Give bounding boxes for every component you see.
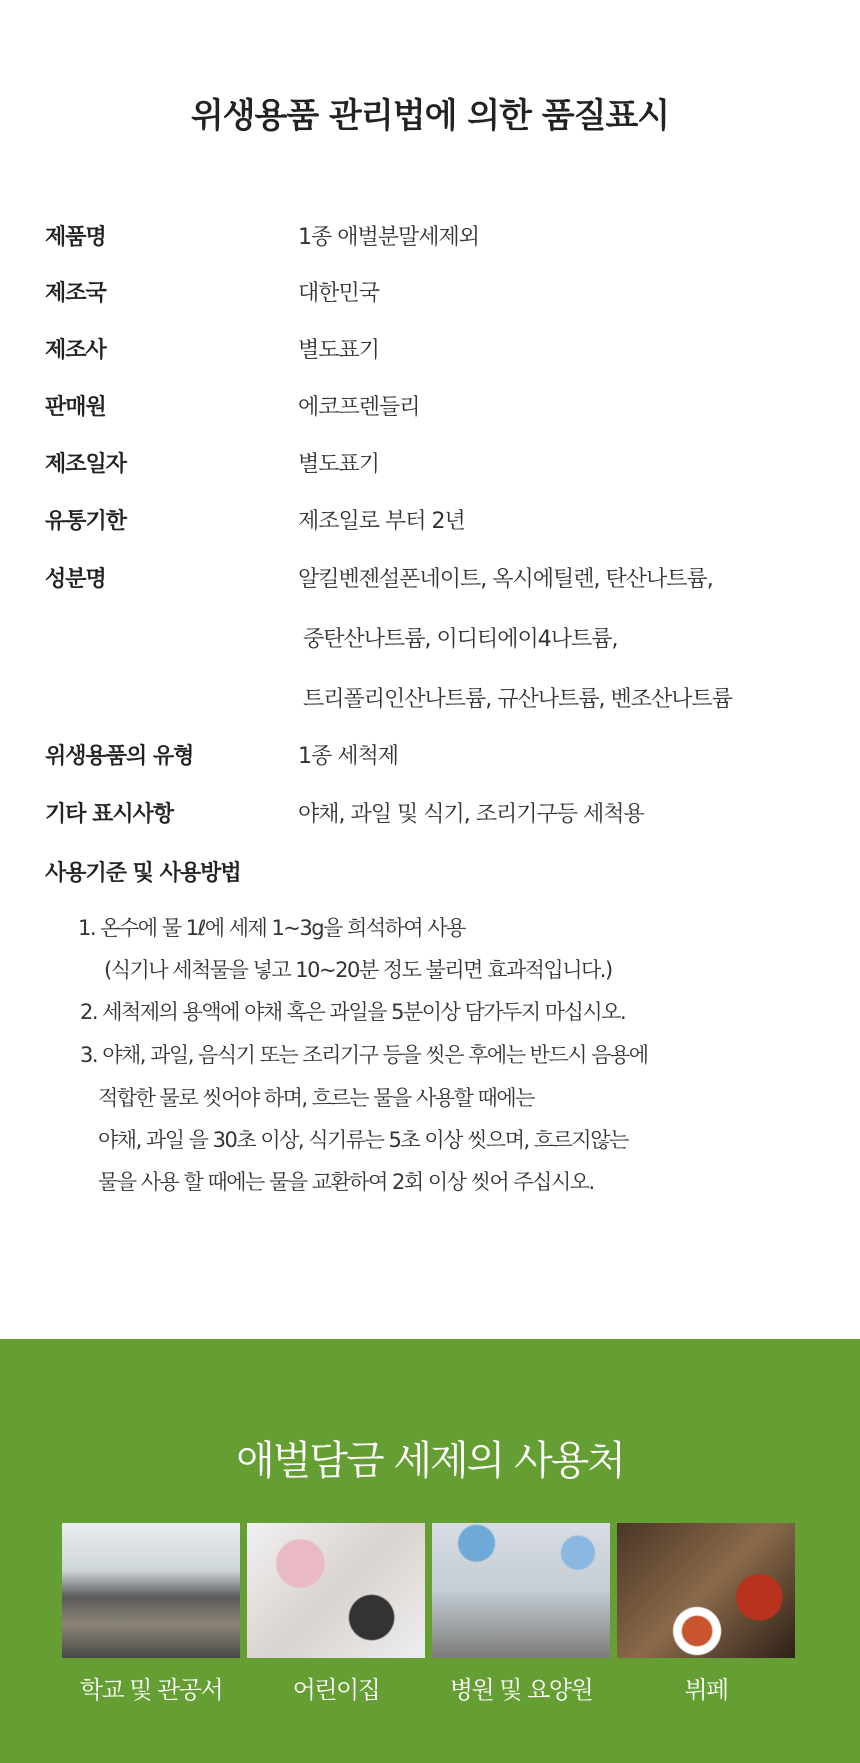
row-label: 기타 표시사항 bbox=[45, 802, 174, 827]
info-row-type bbox=[45, 739, 845, 769]
usage-line: 야채, 과일 을 30초 이상, 식기류는 5초 이상 씻으며, 흐르지않는 bbox=[98, 1128, 628, 1152]
usage-heading: 사용기준 및 사용방법 bbox=[45, 861, 241, 886]
place-label: 뷔페 bbox=[684, 1676, 728, 1704]
usage-line: 3. 야채, 과일, 음식기 또는 조리기구 등을 씻은 후에는 반드시 음용에 bbox=[80, 1043, 648, 1067]
usage-line: 2. 세척제의 용액에 야채 혹은 과일을 5분이상 담가두지 마십시오. bbox=[80, 1000, 626, 1024]
row-label: 제조사 bbox=[45, 338, 106, 363]
daycare-lunch-photo bbox=[247, 1523, 425, 1658]
row-value: 별도표기 bbox=[298, 338, 380, 363]
usage-line: 적합한 물로 씻어야 하며, 흐르는 물을 사용할 때에는 bbox=[98, 1086, 534, 1110]
place-label: 어린이집 bbox=[292, 1676, 380, 1704]
usage-line: 1. 온수에 물 1ℓ에 세제 1~3g을 희석하여 사용 bbox=[78, 916, 465, 940]
page-title: 위생용품 관리법에 의한 품질표시 bbox=[190, 96, 670, 136]
usage-places-title: 애벌담금 세제의 사용처 bbox=[236, 1438, 624, 1484]
usage-line: (식기나 세척물을 넣고 10~20분 정도 불리면 효과적입니다.) bbox=[104, 958, 612, 982]
row-value-line-3: 트리폴리인산나트륨, 규산나트륨, 벤조산나트륨 bbox=[303, 687, 733, 712]
row-value: 1종 세척제 bbox=[298, 744, 398, 769]
info-row-expiry bbox=[45, 504, 845, 534]
row-label: 제조일자 bbox=[45, 452, 127, 477]
info-row-ingredients bbox=[45, 562, 845, 712]
row-value: 제조일로 부터 2년 bbox=[298, 509, 465, 534]
place-buffet bbox=[617, 1523, 795, 1705]
place-school bbox=[62, 1523, 240, 1705]
row-value: 별도표기 bbox=[298, 452, 380, 477]
info-row-manufacture-date bbox=[45, 447, 845, 477]
place-label: 병원 및 요양원 bbox=[449, 1676, 593, 1704]
row-label: 성분명 bbox=[45, 567, 106, 592]
row-value: 알킬벤젠설폰네이트, 옥시에틸렌, 탄산나트륨, bbox=[298, 567, 713, 592]
row-label: 제조국 bbox=[45, 281, 106, 306]
usage-places-section bbox=[0, 1339, 860, 1763]
info-row-seller bbox=[45, 390, 845, 420]
place-daycare bbox=[247, 1523, 425, 1705]
row-value: 1종 애벌분말세제외 bbox=[298, 225, 480, 250]
row-label: 위생용품의 유형 bbox=[45, 744, 194, 769]
row-label: 유통기한 bbox=[45, 509, 127, 534]
info-row-other bbox=[45, 797, 845, 827]
school-kitchen-photo bbox=[62, 1523, 240, 1658]
row-label: 판매원 bbox=[45, 395, 106, 420]
row-value: 야채, 과일 및 식기, 조리기구등 세척용 bbox=[298, 802, 644, 827]
buffet-photo bbox=[617, 1523, 795, 1658]
hospital-kitchen-photo bbox=[432, 1523, 610, 1658]
place-label: 학교 및 관공서 bbox=[79, 1676, 223, 1704]
info-row-product-name bbox=[45, 220, 845, 250]
row-value: 에코프렌들리 bbox=[298, 395, 420, 420]
info-row-manufacturer bbox=[45, 333, 845, 363]
row-value-line-2: 중탄산나트륨, 이디티에이4나트륨, bbox=[303, 627, 618, 652]
usage-line: 물을 사용 할 때에는 물을 교환하여 2회 이상 씻어 주십시오. bbox=[98, 1170, 594, 1194]
row-label: 제품명 bbox=[45, 225, 106, 250]
row-value: 대한민국 bbox=[298, 281, 380, 306]
place-hospital bbox=[432, 1523, 610, 1705]
info-row-country bbox=[45, 276, 845, 306]
